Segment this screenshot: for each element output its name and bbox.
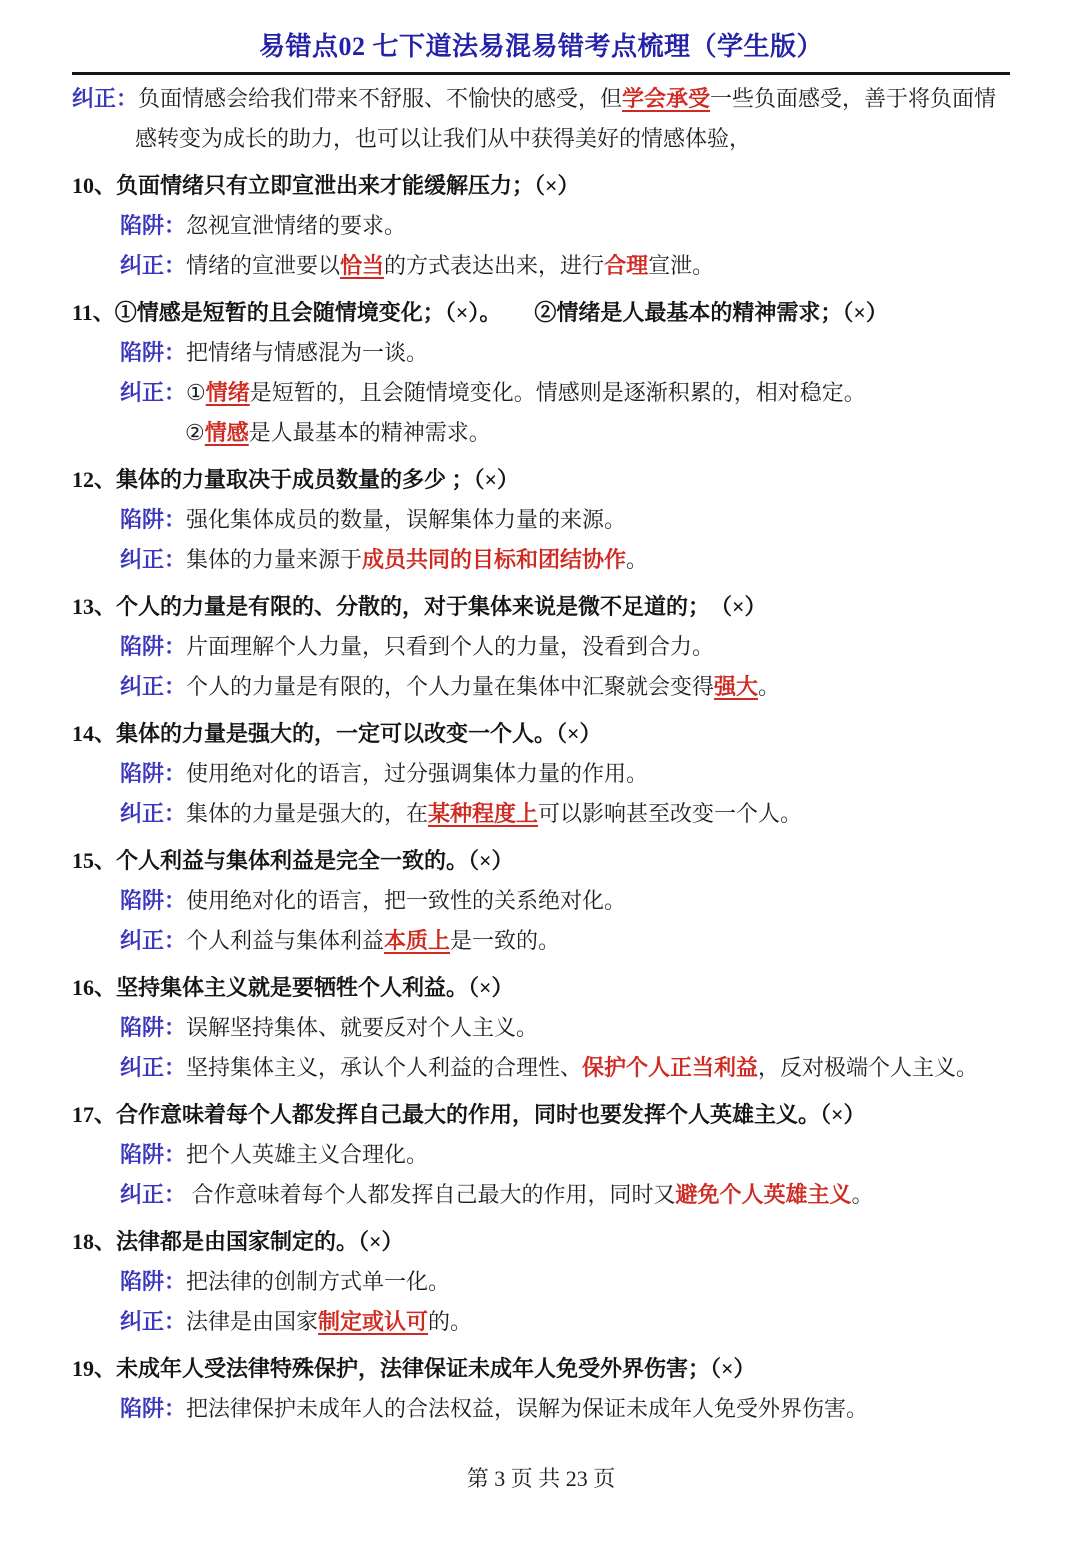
line-label: 陷阱：: [120, 1015, 187, 1040]
line-label: 陷阱：: [120, 1396, 187, 1421]
correction-line: [120, 540, 1010, 580]
line-label: 陷阱：: [120, 888, 187, 913]
text-run: 把个人英雄主义合理化。: [186, 1142, 429, 1167]
text-run: ①: [186, 380, 206, 405]
statement-text: 17、合作意味着每个人都发挥自己最大的作用，同时也要发挥个人英雄主义。（×）: [72, 1102, 866, 1127]
line-label: 纠正：: [72, 86, 139, 111]
text-run: 片面理解个人力量，只看到个人的力量，没看到合力。: [186, 634, 715, 659]
correction-line: [185, 413, 1010, 453]
statement-text: 15、个人利益与集体利益是完全一致的。（×）: [72, 848, 514, 873]
text-run: 的方式表达出来，进行: [384, 253, 605, 278]
correction-line: [120, 1302, 1010, 1342]
line-label: 陷阱：: [120, 1142, 187, 1167]
text-run: 一些负面感受，善于将负面情: [710, 86, 997, 111]
text-run: 误解坚持集体、就要反对个人主义。: [186, 1015, 539, 1040]
text-run: 使用绝对化的语言，把一致性的关系绝对化。: [186, 888, 627, 913]
document-page: [0, 30, 1080, 1499]
line-label: 纠正：: [120, 674, 187, 699]
correction-line: [120, 921, 1010, 961]
text-run: 个人利益与集体利益: [186, 928, 385, 953]
trap-line: [120, 333, 1010, 373]
line-label: 纠正：: [120, 801, 187, 826]
correction-line: [120, 1175, 1010, 1215]
red-emphasis-underlined: 本质上: [384, 928, 451, 953]
continued-correction-line: [72, 79, 1010, 119]
statement-text: 10、负面情绪只有立即宣泄出来才能缓解压力；（×）: [72, 173, 580, 198]
correction-line: [120, 1048, 1010, 1088]
statement-text: 14、集体的力量是强大的，一定可以改变一个人。（×）: [72, 721, 602, 746]
text-run: 合作意味着每个人都发挥自己最大的作用，同时又: [186, 1182, 676, 1207]
correction-line: [120, 794, 1010, 834]
red-emphasis: 合理: [604, 253, 649, 278]
text-run: 个人的力量是有限的，个人力量在集体中汇聚就会变得: [186, 674, 715, 699]
text-run: ，反对极端个人主义。: [758, 1055, 979, 1080]
text-run: 的。: [428, 1309, 473, 1334]
text-run: 负面情感会给我们带来不舒服、不愉快的感受，但: [138, 86, 623, 111]
page-number-footer: 第 3 页 共 23 页: [466, 1466, 616, 1491]
correction-line: [120, 373, 1010, 413]
trap-line: [120, 881, 1010, 921]
red-emphasis: 保护个人正当利益: [582, 1055, 759, 1080]
continued-correction-line: [135, 119, 1010, 159]
line-label: 纠正：: [120, 380, 187, 405]
item-statement-line: [72, 841, 1010, 881]
text-run: 是一致的。: [450, 928, 561, 953]
red-emphasis-underlined: 某种程度上: [428, 801, 539, 826]
line-label: 陷阱：: [120, 507, 187, 532]
text-run: 使用绝对化的语言，过分强调集体力量的作用。: [186, 761, 649, 786]
text-run: 是短暂的，且会随情境变化。情感则是逐渐积累的，相对稳定。: [249, 380, 866, 405]
statement-text: 12、集体的力量取决于成员数量的多少 ；（×）: [72, 467, 520, 492]
text-run: 可以影响甚至改变一个人。: [538, 801, 803, 826]
line-label: 陷阱：: [120, 213, 187, 238]
item-statement-line: [72, 1349, 1010, 1389]
red-emphasis-underlined: 情感: [204, 420, 249, 445]
red-emphasis-underlined: 情绪: [205, 380, 250, 405]
statement-text: 13、个人的力量是有限的、分散的，对于集体来说是微不足道的； （×）: [72, 594, 767, 619]
text-run: 把法律保护未成年人的合法权益，误解为保证未成年人免受外界伤害。: [186, 1396, 869, 1421]
item-statement-line: [72, 1095, 1010, 1135]
line-label: 纠正：: [120, 1309, 187, 1334]
statement-text: 18、法律都是由国家制定的。（×）: [72, 1229, 404, 1254]
line-label: 陷阱：: [120, 761, 187, 786]
item-statement-line: [72, 714, 1010, 754]
line-label: 陷阱：: [120, 340, 187, 365]
trap-line: [120, 1135, 1010, 1175]
text-run: 情绪的宣泄要以: [186, 253, 341, 278]
red-emphasis-underlined: 恰当: [340, 253, 385, 278]
text-run: 。: [851, 1182, 874, 1207]
trap-line: [120, 1262, 1010, 1302]
red-emphasis: 成员共同的目标和团结协作: [362, 547, 627, 572]
red-emphasis: 避免个人英雄主义: [675, 1182, 852, 1207]
red-emphasis-underlined: 学会承受: [622, 86, 711, 111]
line-label: 纠正：: [120, 928, 187, 953]
line-label: 纠正：: [120, 1182, 187, 1207]
trap-line: [120, 500, 1010, 540]
item-statement-line: [72, 166, 1010, 206]
text-run: 感转变为成长的助力，也可以让我们从中获得美好的情感体验，: [135, 126, 752, 151]
page-title: 易错点02 七下道法易混易错考点梳理（学生版）: [258, 32, 823, 61]
line-label: 陷阱：: [120, 634, 187, 659]
line-label: 陷阱：: [120, 1269, 187, 1294]
item-statement-line: [72, 293, 1010, 333]
trap-line: [120, 1008, 1010, 1048]
header-divider: [72, 72, 1010, 75]
statement-text: 11、①情感是短暂的且会随情境变化；（×）。 ②情绪是人最基本的精神需求；（×）: [72, 300, 888, 325]
red-emphasis-underlined: 制定或认可: [318, 1309, 429, 1334]
trap-line: [120, 1389, 1010, 1429]
line-label: 纠正：: [120, 547, 187, 572]
text-run: 强化集体成员的数量，误解集体力量的来源。: [186, 507, 627, 532]
line-label: 纠正：: [120, 253, 187, 278]
text-run: 坚持集体主义，承认个人利益的合理性、: [186, 1055, 583, 1080]
item-statement-line: [72, 460, 1010, 500]
statement-text: 16、坚持集体主义就是要牺牲个人利益。（×）: [72, 975, 514, 1000]
text-run: 宣泄。: [648, 253, 715, 278]
text-run: 集体的力量来源于: [186, 547, 363, 572]
text-run: 。: [626, 547, 649, 572]
item-statement-line: [72, 587, 1010, 627]
trap-line: [120, 627, 1010, 667]
text-run: 。: [758, 674, 781, 699]
red-emphasis-underlined: 强大: [714, 674, 759, 699]
line-label: 纠正：: [120, 1055, 187, 1080]
text-run: 法律是由国家: [186, 1309, 319, 1334]
correction-line: [120, 667, 1010, 707]
doc-lines: [72, 79, 1010, 1429]
text-run: 把法律的创制方式单一化。: [186, 1269, 451, 1294]
item-statement-line: [72, 1222, 1010, 1262]
text-run: 忽视宣泄情绪的要求。: [186, 213, 407, 238]
trap-line: [120, 206, 1010, 246]
text-run: 是人最基本的精神需求。: [248, 420, 491, 445]
correction-line: [120, 246, 1010, 286]
statement-text: 19、未成年人受法律特殊保护，法律保证未成年人免受外界伤害；（×）: [72, 1356, 756, 1381]
text-run: 集体的力量是强大的，在: [186, 801, 429, 826]
text-run: ②: [185, 420, 205, 445]
trap-line: [120, 754, 1010, 794]
item-statement-line: [72, 968, 1010, 1008]
text-run: 把情绪与情感混为一谈。: [186, 340, 429, 365]
